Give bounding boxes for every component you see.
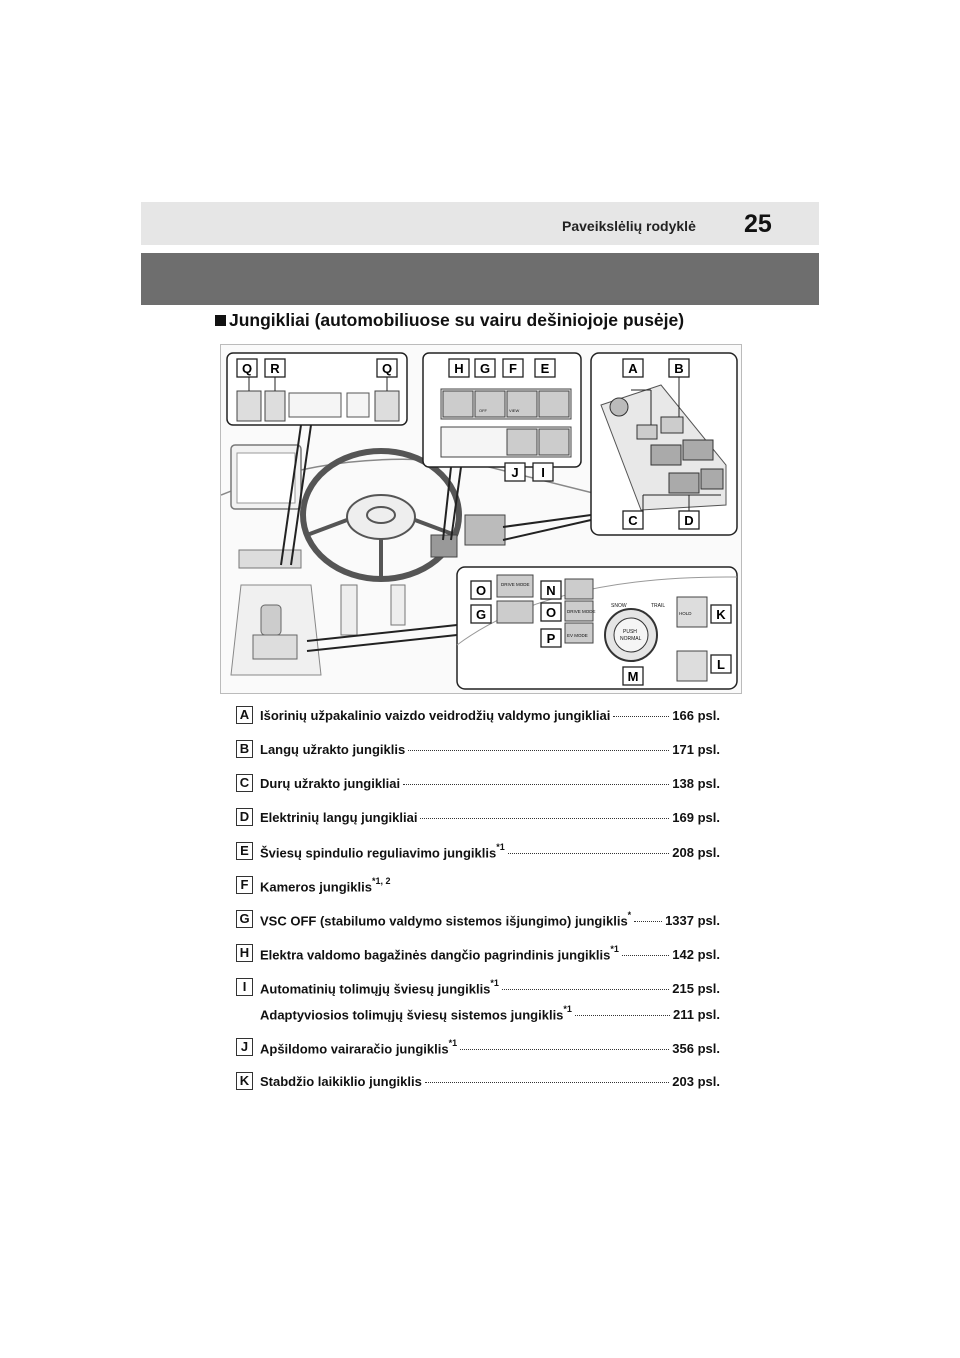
index-footnote-mark: *1	[610, 944, 619, 954]
callout-L: L	[717, 657, 725, 672]
index-entry	[260, 708, 720, 723]
callout-B: B	[674, 361, 684, 376]
callout-H: H	[454, 361, 464, 376]
callout-F: F	[509, 361, 517, 376]
index-description	[260, 810, 417, 825]
view-label: VIEW	[509, 408, 520, 413]
index-entry	[260, 844, 720, 860]
callout-E: E	[540, 361, 550, 376]
dot-leader	[420, 818, 669, 819]
snow-label: SNOW	[611, 603, 627, 609]
index-key-label: H	[236, 944, 253, 962]
index-page-ref[interactable]: 215 psl.	[672, 981, 720, 997]
index-item	[236, 808, 746, 830]
inset-console	[457, 567, 737, 689]
index-item	[236, 1038, 746, 1060]
index-footnote-mark: *1, 2	[371, 876, 391, 886]
index-item	[236, 1072, 746, 1094]
hold-label: HOLD	[679, 611, 692, 616]
index-page-ref[interactable]: 138 psl.	[672, 776, 720, 791]
callout-J: J	[511, 465, 519, 480]
index-entry	[260, 742, 720, 757]
index-item	[236, 944, 746, 966]
index-description	[260, 980, 499, 996]
index-description	[260, 708, 610, 723]
index-footnote-mark: *	[627, 910, 632, 920]
index-entry	[260, 878, 720, 894]
index-description-text: Langų užrakto jungiklis	[260, 742, 406, 757]
index-description-text: Šviesų spindulio reguliavimo jungiklis	[260, 845, 497, 861]
dot-leader	[408, 750, 669, 751]
off-label: OFF	[479, 408, 487, 413]
index-description	[260, 946, 619, 962]
index-entry	[260, 1074, 720, 1089]
index-page-ref[interactable]: 208 psl.	[672, 845, 720, 861]
index-description-text: VSC OFF (stabilumo valdymo sistemos išjungimo) jungiklis	[260, 913, 628, 929]
drive-mode-label-2: DRIVE MODE	[567, 609, 596, 614]
heading-square-icon	[215, 315, 226, 326]
callout-A: A	[628, 361, 638, 376]
index-key-label: D	[236, 808, 253, 826]
index-description	[260, 776, 400, 791]
inset-door-panel	[591, 353, 737, 535]
index-page-ref[interactable]: 1337 psl.	[665, 913, 720, 929]
index-description	[260, 1040, 457, 1056]
drive-mode-label-1: DRIVE MODE	[501, 582, 530, 587]
callout-G-1: G	[479, 361, 491, 376]
index-key-label: B	[236, 740, 253, 758]
dot-leader	[425, 1082, 669, 1083]
callout-Q-2: Q	[381, 361, 393, 376]
index-description-text: Kameros jungiklis	[260, 879, 372, 895]
section-heading-text: Jungikliai (automobiliuose su vairu dešiniojoje pusėje)	[229, 310, 685, 330]
trail-label: TRAIL	[651, 603, 666, 609]
callout-G-2: G	[475, 607, 487, 622]
callout-K: K	[716, 607, 726, 622]
index-key-label: C	[236, 774, 253, 792]
index-key-label: A	[236, 706, 253, 724]
index-footnote-mark: *1	[496, 842, 505, 852]
index-description-text: Apšildomo vairaračio jungiklis	[260, 1041, 449, 1057]
index-page-ref[interactable]: 203 psl.	[672, 1074, 720, 1089]
index-entry	[260, 980, 720, 996]
switches-illustration	[220, 344, 742, 694]
index-description	[260, 844, 505, 860]
callout-O-2: O	[545, 605, 557, 620]
index-key-label: K	[236, 1072, 253, 1090]
index-item	[236, 978, 746, 1000]
index-description-text: Durų užrakto jungikliai	[260, 776, 401, 791]
index-entry	[260, 1040, 720, 1056]
index-description	[260, 878, 391, 894]
dot-leader	[634, 921, 662, 922]
index-item	[236, 740, 746, 762]
dot-leader	[403, 784, 669, 785]
index-page-ref[interactable]: 166 psl.	[672, 708, 720, 723]
ev-mode-label: EV MODE	[567, 633, 588, 638]
index-key-label: F	[236, 876, 253, 894]
index-description-text: Elektra valdomo bagažinės dangčio pagrindinis jungiklis	[260, 947, 611, 963]
index-page-ref[interactable]: 356 psl.	[672, 1041, 720, 1057]
index-entry	[260, 912, 720, 928]
index-entry	[260, 1006, 720, 1022]
callout-N: N	[546, 583, 556, 598]
callout-M: M	[627, 669, 639, 684]
callout-I: I	[541, 465, 545, 480]
inset-center-panel	[423, 353, 581, 467]
index-description-text: Stabdžio laikiklio jungiklis	[260, 1074, 422, 1089]
index-page-ref[interactable]: 211 psl.	[673, 1007, 720, 1023]
callout-Q-1: Q	[241, 361, 253, 376]
normal-label: NORMAL	[620, 636, 642, 642]
dot-leader	[622, 955, 669, 956]
index-key-label: I	[236, 978, 253, 996]
dot-leader	[613, 716, 669, 717]
index-description-text: Automatinių tolimųjų šviesų jungiklis	[260, 981, 491, 997]
index-page-ref[interactable]: 171 psl.	[672, 742, 720, 757]
section-heading	[215, 310, 684, 331]
index-description	[260, 1006, 572, 1022]
index-footnote-mark: *1	[448, 1038, 458, 1048]
section-band	[141, 253, 819, 305]
dot-leader	[460, 1049, 669, 1050]
index-entry	[260, 776, 720, 791]
index-item	[236, 910, 746, 932]
header-title: Paveikslėlių rodyklė	[562, 218, 696, 234]
index-description	[260, 742, 405, 757]
push-label: PUSH	[623, 629, 637, 635]
dot-leader	[502, 989, 669, 990]
index-item	[236, 1004, 746, 1026]
illustration-svg	[221, 345, 741, 693]
page-number: 25	[744, 210, 772, 238]
callout-C: C	[628, 513, 638, 528]
callout-P: P	[546, 631, 556, 646]
index-key-label: G	[236, 910, 253, 928]
index-description-text: Adaptyviosios tolimųjų šviesų sistemos jungiklis	[260, 1007, 564, 1023]
index-entry	[260, 810, 720, 825]
index-page-ref[interactable]: 142 psl.	[672, 947, 720, 963]
index-page-ref[interactable]: 169 psl.	[672, 810, 720, 825]
dot-leader	[508, 853, 670, 854]
index-description-text: Išorinių užpakalinio vaizdo veidrodžių valdymo jungikliai	[260, 708, 611, 723]
index-description-text: Elektrinių langų jungikliai	[260, 810, 418, 825]
index-entry	[260, 946, 720, 962]
dot-leader	[575, 1015, 670, 1016]
index-item	[236, 842, 746, 864]
index-footnote-mark: *1	[490, 978, 499, 988]
callout-O-1: O	[475, 583, 487, 598]
index-item	[236, 876, 746, 898]
header-band	[141, 202, 819, 245]
index-key-label: J	[236, 1038, 253, 1056]
index-item	[236, 706, 746, 728]
index-item	[236, 774, 746, 796]
index-description	[260, 1074, 422, 1089]
index-footnote-mark: *1	[563, 1004, 572, 1014]
index-description	[260, 912, 631, 928]
index-key-label: E	[236, 842, 253, 860]
callout-R: R	[270, 361, 280, 376]
callout-D: D	[684, 513, 694, 528]
